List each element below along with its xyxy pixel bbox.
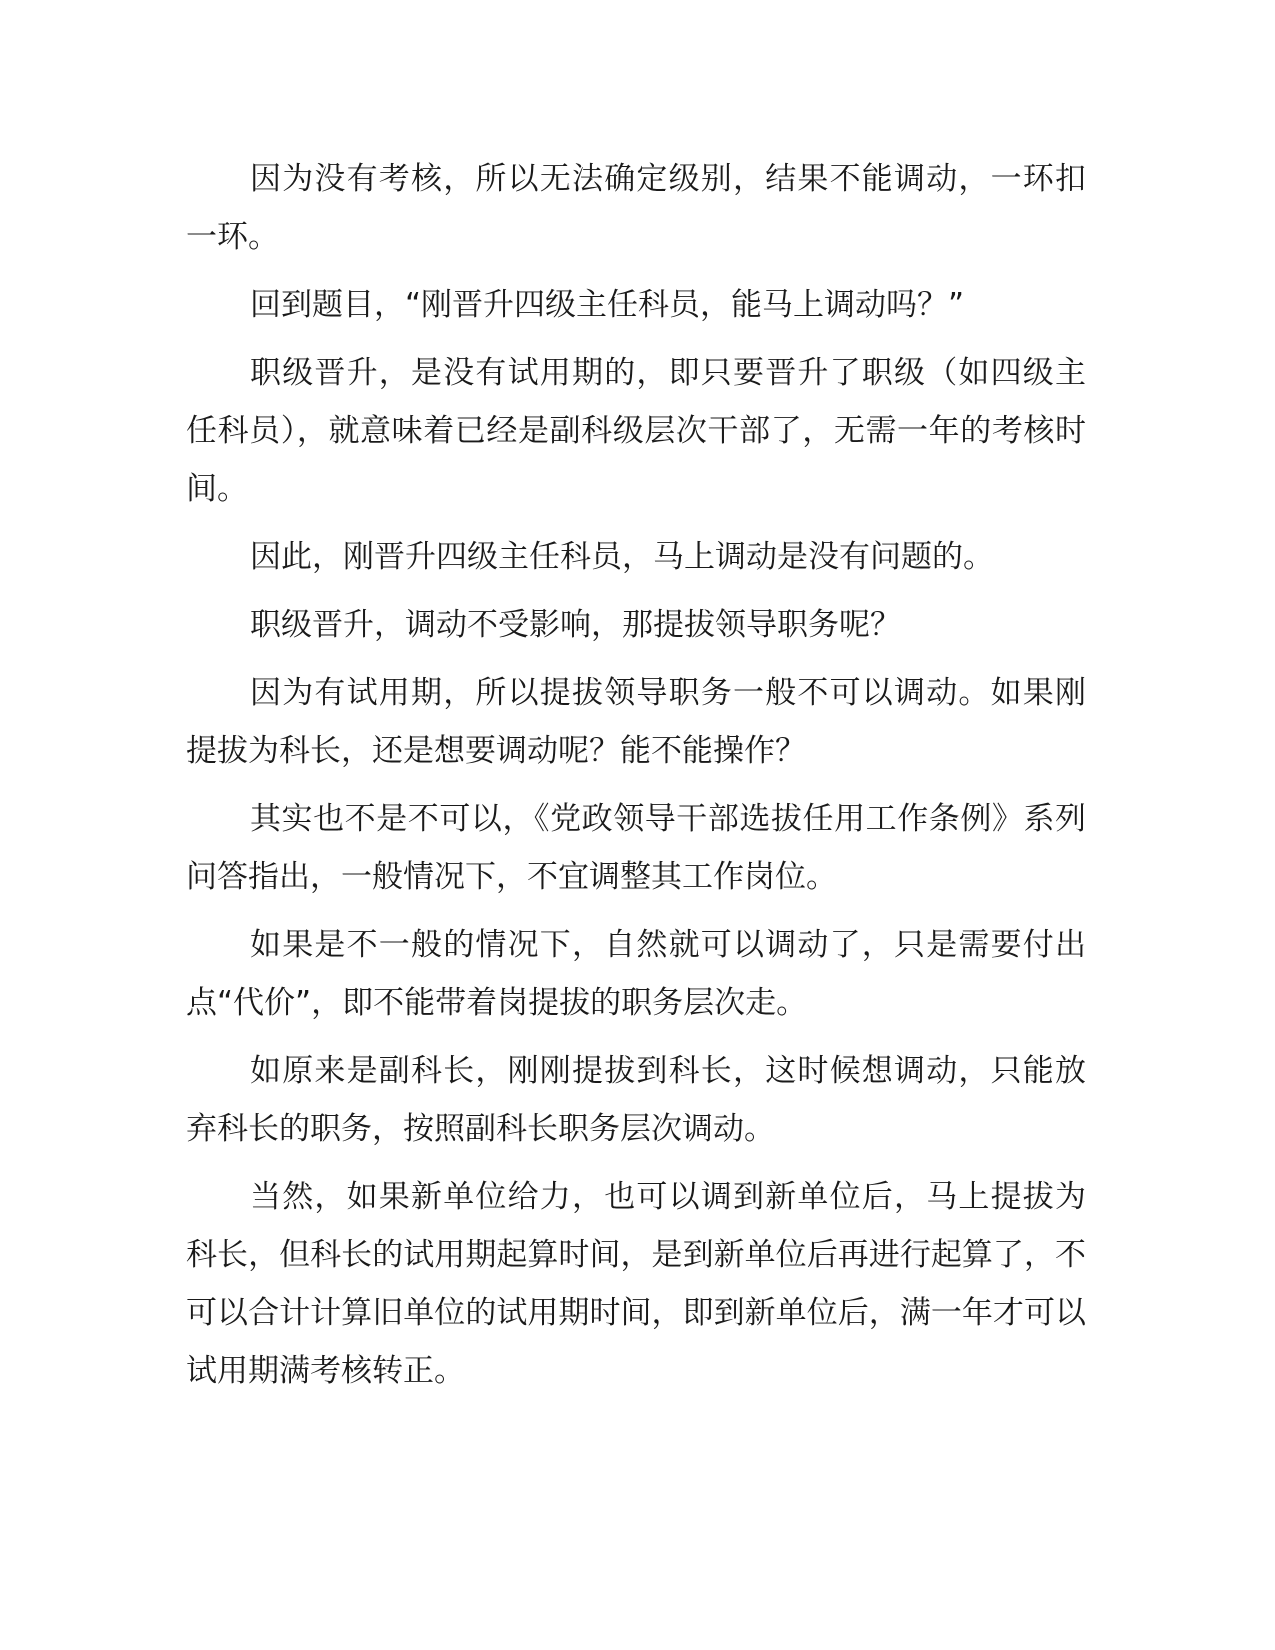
paragraph-4: 因此，刚晋升四级主任科员，马上调动是没有问题的。 (250, 539, 994, 575)
paragraph-9: 如原来是副科长，刚刚提拔到科长，这时候想调动，只能放弃科长的职务，按照副科长职务层次调动。 (186, 1053, 1086, 1147)
paragraph-7: 其实也不是不可以，《党政领导干部选拔任用工作条例》系列问答指出，一般情况下，不宜调整其工作岗位。 (186, 801, 1086, 895)
paragraph-10: 当然，如果新单位给力，也可以调到新单位后，马上提拔为科长，但科长的试用期起算时间，是到新单位后再进行起算了，不可以合计计算旧单位的试用期时间，即到新单位后，满一年才可以试用期满考核转正。 (186, 1179, 1086, 1389)
paragraph-3: 职级晋升，是没有试用期的，即只要晋升了职级（如四级主任科员），就意味着已经是副科级层次干部了，无需一年的考核时间。 (186, 355, 1086, 507)
paragraph-2: 回到题目，“刚晋升四级主任科员，能马上调动吗？” (250, 287, 965, 323)
paragraph-1: 因为没有考核，所以无法确定级别，结果不能调动，一环扣一环。 (186, 161, 1086, 255)
paragraph-5: 职级晋升，调动不受影响，那提拔领导职务呢？ (250, 607, 901, 643)
paragraph-6: 因为有试用期，所以提拔领导职务一般不可以调动。如果刚提拔为科长，还是想要调动呢？能不能操作？ (186, 675, 1086, 769)
document-body (186, 150, 1086, 1410)
paragraph-8: 如果是不一般的情况下，自然就可以调动了，只是需要付出点“代价”，即不能带着岗提拔的职务层次走。 (186, 927, 1086, 1021)
